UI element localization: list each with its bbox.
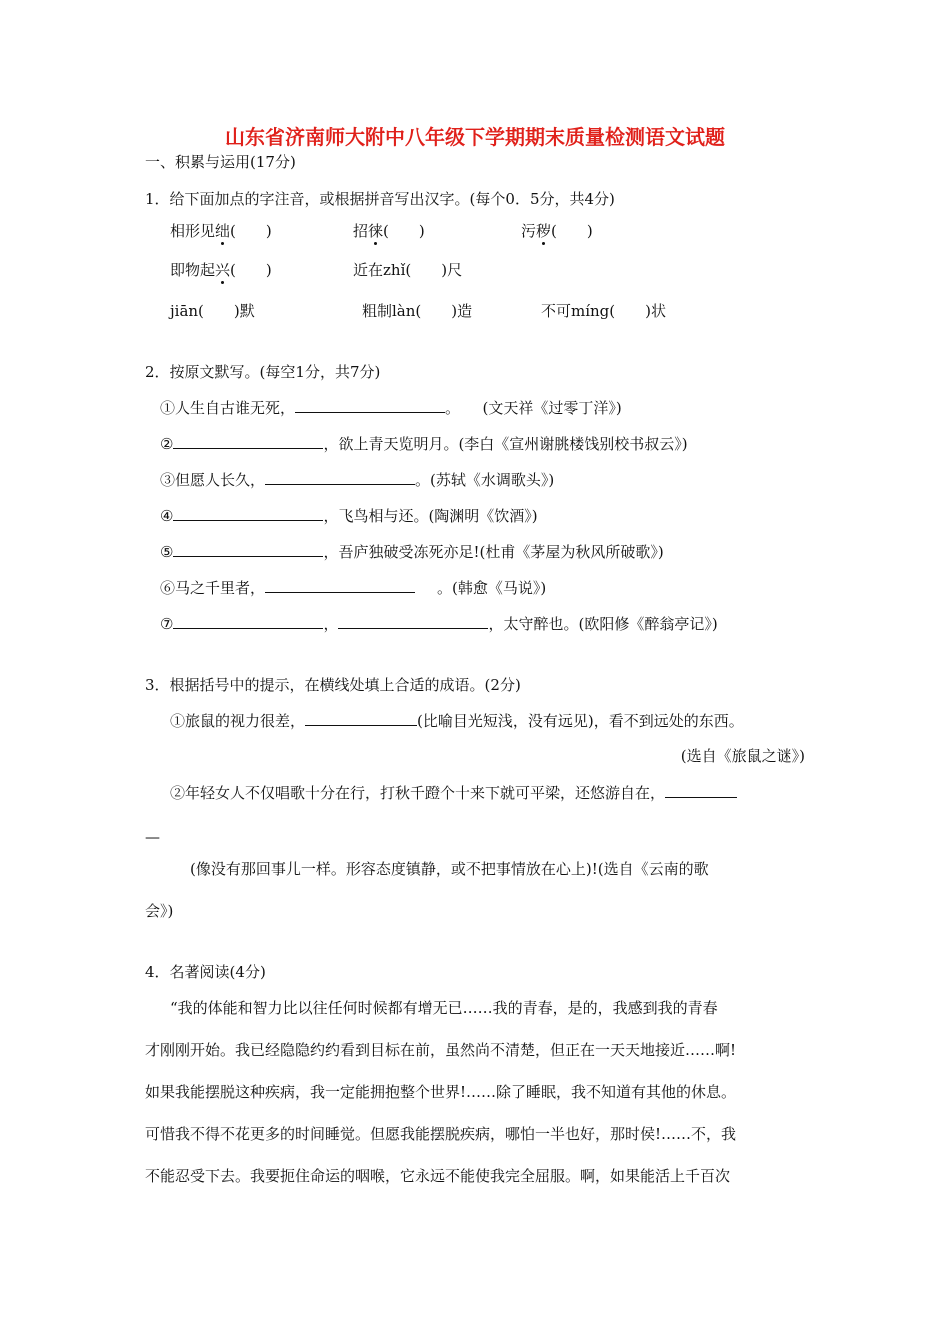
q2-line-5: ⑤ ，吾庐独破受冻死亦足!(杜甫《茅屋为秋风所破歌》) — [160, 543, 664, 561]
fill-blank[interactable] — [665, 783, 737, 798]
question-4-stem: 4．名著阅读(4分) — [145, 963, 266, 981]
passage-line: 可惜我不得不花更多的时间睡觉。但愿我能摆脱疾病，哪怕一半也好，那时侯!……不，我 — [145, 1125, 737, 1143]
q2-line-3: ③但愿人长久， 。(苏轼《水调歌头》) — [160, 471, 555, 489]
fill-blank[interactable] — [265, 578, 415, 593]
document-title: 山东省济南师大附中八年级下学期期末质量检测语文试题 — [225, 125, 725, 149]
q3-source: (选自《旅鼠之谜》) — [680, 747, 805, 765]
fill-blank[interactable] — [295, 398, 445, 413]
q3-line-1: ①旅鼠的视力很差， (比喻目光短浅，没有远见)，看不到远处的东西。 — [170, 712, 744, 730]
fill-blank[interactable] — [173, 506, 323, 521]
q3-line-3: (像没有那回事儿一样。形容态度镇静，或不把事情放在心上)!(选自《云南的歌 — [190, 860, 709, 878]
q1-item-3: 污秽( ) — [521, 222, 593, 240]
question-3-stem: 3．根据括号中的提示，在横线处填上合适的成语。(2分) — [145, 676, 521, 694]
q1-item-8: 不可míng( )状 — [541, 302, 666, 320]
q3-line-2: ②年轻女人不仅唱歌十分在行，打秋千蹬个十来下就可平梁，还悠游自在， — [170, 783, 737, 803]
fill-blank[interactable] — [173, 434, 323, 449]
q2-line-6: ⑥马之千里者， 。(韩愈《马说》) — [160, 579, 547, 597]
fill-blank[interactable] — [265, 470, 415, 485]
fill-blank[interactable] — [338, 614, 488, 629]
q3-line-2-cont: — — [145, 828, 160, 846]
q1-item-4: 即物起兴( ) — [170, 261, 272, 279]
q2-line-4: ④ ，飞鸟相与还。(陶渊明《饮酒》) — [160, 507, 538, 525]
passage-line: 才刚刚开始。我已经隐隐约约看到目标在前，虽然尚不清楚，但正在一天天地接近……啊! — [145, 1041, 737, 1059]
q3-line-4: 会》) — [145, 902, 174, 920]
fill-blank[interactable] — [305, 711, 417, 726]
fill-blank[interactable] — [173, 542, 323, 557]
q2-line-7: ⑦ ， ，太守醉也。(欧阳修《醉翁亭记》) — [160, 615, 718, 633]
fill-blank[interactable] — [173, 614, 323, 629]
passage-line: “我的体能和智力比以往任何时候都有增无已……我的青春，是的，我感到我的青春 — [170, 999, 718, 1017]
passage-line: 如果我能摆脱这种疾病，我一定能拥抱整个世界!……除了睡眠，我不知道有其他的休息。 — [145, 1083, 737, 1101]
q1-item-7: 粗制làn( )造 — [362, 302, 473, 320]
q1-item-6: jiān( )默 — [170, 302, 255, 320]
q1-item-1: 相形见绌( ) — [170, 222, 272, 240]
q1-item-2: 招徕( ) — [353, 222, 425, 240]
q1-item-5: 近在zhǐ( )尺 — [353, 261, 463, 279]
question-1-stem: 1．给下面加点的字注音，或根据拼音写出汉字。(每个0．5分，共4分) — [145, 190, 615, 208]
section-heading: 一、积累与运用(17分) — [145, 153, 296, 171]
question-2-stem: 2．按原文默写。(每空1分，共7分) — [145, 363, 381, 381]
q2-line-2: ② ，欲上青天览明月。(李白《宣州谢朓楼饯别校书叔云》) — [160, 435, 688, 453]
passage-line: 不能忍受下去。我要扼住命运的咽喉，它永远不能使我完全屈服。啊，如果能活上千百次 — [145, 1167, 731, 1185]
q2-line-1: ①人生自古谁无死， 。 (文天祥《过零丁洋》) — [160, 399, 622, 417]
